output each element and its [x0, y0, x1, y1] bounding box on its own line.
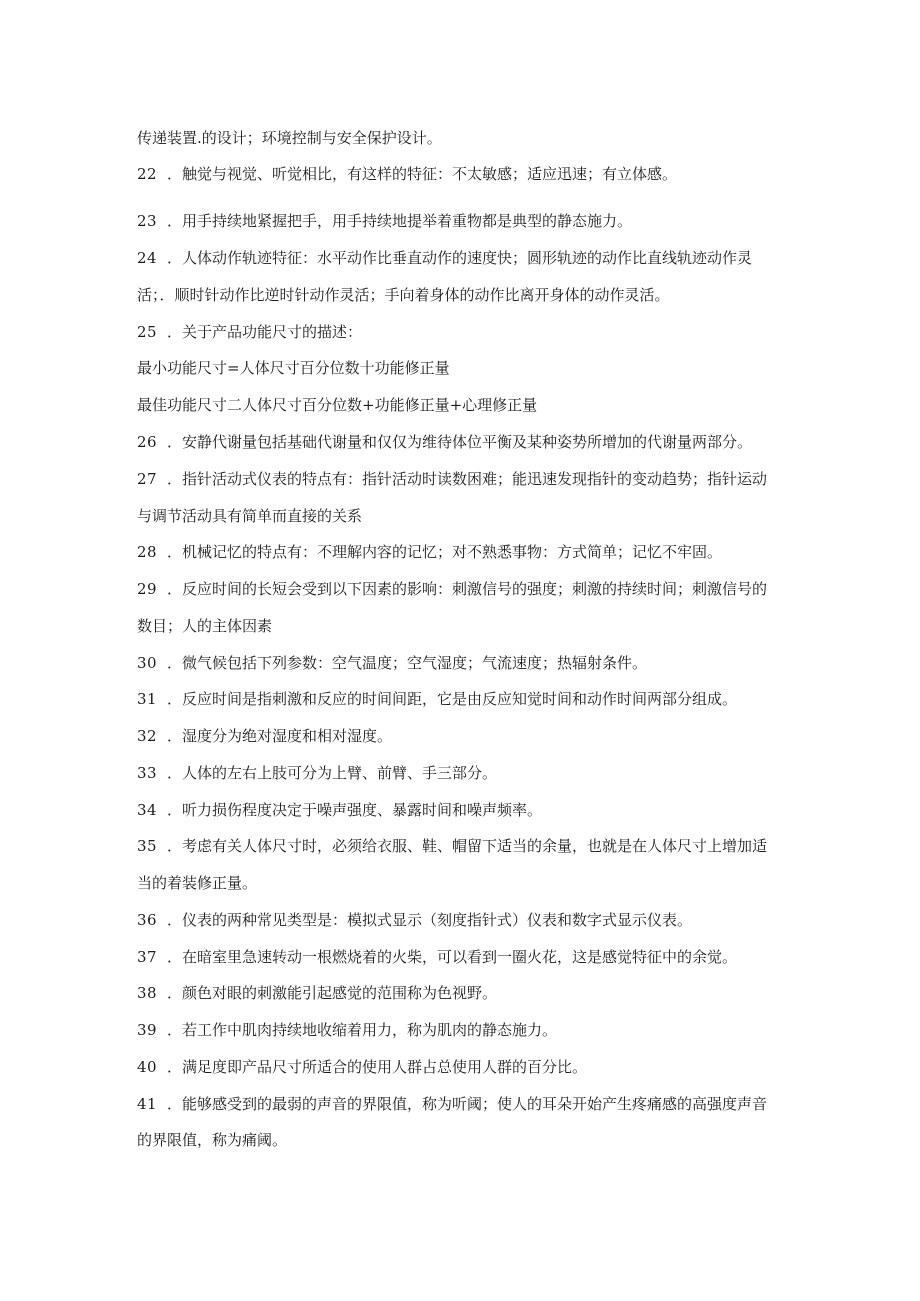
list-item-41: [137, 1094, 787, 1114]
list-item-32: [137, 726, 787, 746]
item-number: 40: [137, 1058, 158, 1076]
list-item-26: [137, 432, 787, 452]
list-item-25: [137, 322, 787, 342]
list-item-28: [137, 542, 787, 562]
item-text: ．反应时间的长短会受到以下因素的影响：刺激信号的强度；刺激的持续时间；刺激信号的: [167, 580, 768, 598]
list-item-37: [137, 947, 787, 967]
item-text: ．在暗室里急速转动一根燃烧着的火柴，可以看到一圈火花，这是感觉特征中的余觉。: [167, 948, 738, 966]
item-text: ．人体的左右上肢可分为上臂、前臂、手三部分。: [167, 764, 498, 782]
list-item-39: [137, 1020, 787, 1040]
item-number: 38: [137, 984, 158, 1002]
item-number: 41: [137, 1095, 158, 1113]
item-text: ．颜色对眼的刺激能引起感觉的范围称为色视野。: [167, 984, 498, 1002]
item-number: 29: [137, 580, 158, 598]
text-line: 数目；人的主体因素: [137, 617, 273, 635]
text-line: 与调节活动具有简单而直接的关系: [137, 507, 363, 525]
item-text: ．人体动作轨迹特征：水平动作比垂直动作的速度快；圆形轨迹的动作比直线轨迹动作灵: [167, 249, 753, 267]
item-number: 28: [137, 543, 158, 561]
item-text: ．用手持续地紧握把手，用手持续地提举着重物都是典型的静态施力。: [167, 212, 633, 230]
item-text: ．考虑有关人体尺寸时，必须给衣服、鞋、帽留下适当的余量，也就是在人体尺寸上增加适: [167, 837, 768, 855]
item-text: ．湿度分为绝对湿度和相对湿度。: [167, 727, 393, 745]
item-text: ．指针活动式仪表的特点有：指针活动时读数困难；能迅速发现指针的变动趋势；指针运动: [167, 470, 768, 488]
item-number: 27: [137, 470, 158, 488]
item-text: ．仪表的两种常见类型是：模拟式显示（刻度指针式）仪表和数字式显示仪表。: [167, 911, 693, 929]
list-item-29: [137, 579, 787, 599]
item-text: ．机械记忆的特点有：不理解内容的记忆；对不熟悉事物：方式简单；记忆不牢固。: [167, 543, 723, 561]
list-item-31: [137, 689, 787, 709]
item-number: 25: [137, 323, 158, 341]
text-line: 最小功能尺寸=人体尺寸百分位数十功能修正量: [137, 359, 450, 377]
item-number: 35: [137, 837, 158, 855]
list-item-22: [137, 164, 787, 184]
item-text: ．反应时间是指刺激和反应的时间间距，它是由反应知觉时间和动作时间两部分组成。: [167, 690, 738, 708]
list-item-34: [137, 800, 787, 820]
item-text: ．触觉与视觉、听觉相比，有这样的特征：不太敏感；适应迅速；有立体感。: [167, 165, 678, 183]
item-text: ．关于产品功能尺寸的描述：: [167, 323, 363, 341]
item-number: 32: [137, 727, 158, 745]
list-item-36: [137, 910, 787, 930]
item-text: ．能够感受到的最弱的声音的界限值，称为听阈；使人的耳朵开始产生疼痛感的高强度声音: [167, 1095, 768, 1113]
item-number: 23: [137, 212, 158, 230]
text-line: 的界限值，称为痛阈。: [137, 1131, 288, 1149]
item-number: 34: [137, 801, 158, 819]
list-item-40: [137, 1057, 787, 1077]
text-line: 传递装置.的设计；环境控制与安全保护设计。: [137, 129, 442, 147]
list-item-23: [137, 211, 787, 231]
list-item-24: [137, 248, 787, 268]
item-number: 33: [137, 764, 158, 782]
list-item-35: [137, 836, 787, 856]
item-text: ．满足度即产品尺寸所适合的使用人群占总使用人群的百分比。: [167, 1058, 588, 1076]
list-item-27: [137, 469, 787, 489]
item-number: 37: [137, 948, 158, 966]
item-number: 39: [137, 1021, 158, 1039]
list-item-38: [137, 983, 787, 1003]
list-item-30: [137, 653, 787, 673]
item-number: 31: [137, 690, 158, 708]
item-number: 36: [137, 911, 158, 929]
item-number: 30: [137, 654, 158, 672]
item-text: ．若工作中肌肉持续地收缩着用力，称为肌肉的静态施力。: [167, 1021, 558, 1039]
list-item-33: [137, 763, 787, 783]
item-text: ．安静代谢量包括基础代谢量和仅仅为维待体位平衡及某种姿势所增加的代谢量两部分。: [167, 433, 753, 451]
item-number: 26: [137, 433, 158, 451]
item-text: ．微气候包括下列参数：空气温度；空气湿度；气流速度；热辐射条件。: [167, 654, 648, 672]
text-line: 当的着装修正量。: [137, 874, 258, 892]
text-line: 活；．顺时针动作比逆时针动作灵活；手向着身体的动作比离开身体的动作灵活。: [137, 286, 670, 304]
item-text: ．听力损伤程度决定于噪声强度、暴露时间和噪声频率。: [167, 801, 543, 819]
text-line: 最佳功能尺寸二人体尺寸百分位数+功能修正量+心理修正量: [137, 396, 538, 414]
item-number: 22: [137, 165, 158, 183]
item-number: 24: [137, 249, 158, 267]
